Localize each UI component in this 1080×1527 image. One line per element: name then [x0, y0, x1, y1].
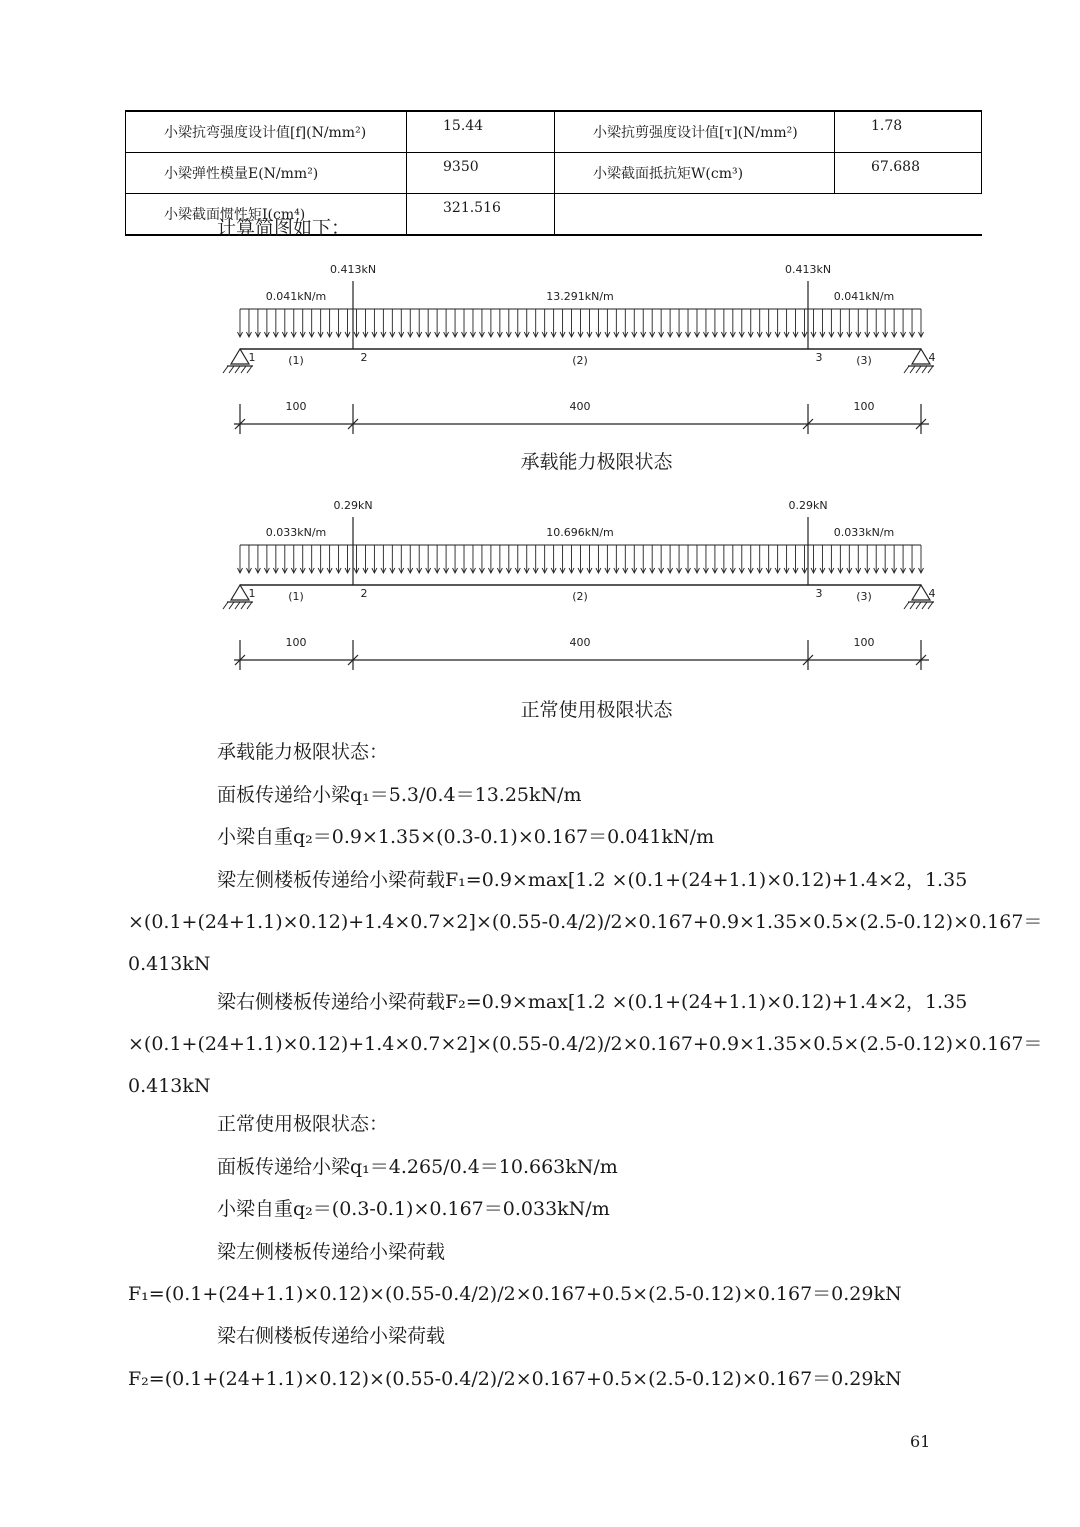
side-load-label: 0.033kN/m: [265, 526, 327, 539]
node-label: 2: [360, 587, 368, 600]
dimension-label: 100: [853, 400, 875, 413]
table-cell-value: 67.688: [835, 153, 982, 194]
table-cell-label: 小梁截面抵抗矩W(cm³): [555, 153, 835, 194]
table-cell-value: 15.44: [407, 111, 555, 153]
diagram-caption-sls: 正常使用极限状态: [520, 699, 673, 721]
uls-f1-line: 0.413kN: [128, 953, 211, 975]
uls-f1-line: 梁左侧楼板传递给小梁荷载F₁=0.9×max[1.2 ×(0.1+(24+1.1)×0.12)+1.4×2，1.35: [217, 869, 968, 891]
sls-q2-line: 小梁自重q₂＝(0.3-0.1)×0.167＝0.033kN/m: [217, 1198, 610, 1220]
table-cell-value: 1.78: [835, 111, 982, 153]
uls-f2-line: 0.413kN: [128, 1075, 211, 1097]
node-label: 4: [928, 351, 936, 364]
sls-title: 正常使用极限状态：: [217, 1113, 389, 1135]
node-label: 4: [928, 587, 936, 600]
node-label: 1: [248, 351, 256, 364]
table-cell-label: 小梁抗弯强度设计值[f](N/mm²): [126, 111, 407, 153]
sls-q1-line: 面板传递给小梁q₁＝4.265/0.4＝10.663kN/m: [217, 1156, 618, 1178]
page-number: 61: [910, 1432, 931, 1451]
span-label: (2): [572, 590, 588, 603]
table-cell-label: 小梁抗剪强度设计值[τ](N/mm²): [555, 111, 835, 153]
table-row: [126, 111, 982, 153]
table-row: [126, 153, 982, 194]
dimension-label: 100: [285, 400, 307, 413]
uls-q2-line: 小梁自重q₂＝0.9×1.35×(0.3-0.1)×0.167＝0.041kN/m: [217, 826, 715, 848]
mid-load-label: 13.291kN/m: [546, 290, 614, 303]
beam-diagram-sls: [0, 491, 1080, 676]
sls-f2-line: 梁右侧楼板传递给小梁荷载: [217, 1325, 446, 1347]
point-load-label: 0.413kN: [329, 263, 377, 276]
mid-load-label: 10.696kN/m: [546, 526, 614, 539]
side-load-label: 0.041kN/m: [265, 290, 327, 303]
uls-f2-line: ×(0.1+(24+1.1)×0.12)+1.4×0.7×2]×(0.55-0.4/2)/2×0.167+0.9×1.35×0.5×(2.5-0.12)×0.167＝: [128, 1033, 1043, 1055]
table-cell-label: 小梁截面惯性矩I(cm⁴): [126, 194, 407, 236]
uls-f2-line: 梁右侧楼板传递给小梁荷载F₂=0.9×max[1.2 ×(0.1+(24+1.1)×0.12)+1.4×2，1.35: [217, 991, 968, 1013]
point-load-label: 0.29kN: [333, 499, 373, 512]
point-load-label: 0.413kN: [784, 263, 832, 276]
table-cell-value: 321.516: [407, 194, 555, 236]
point-load-label: 0.29kN: [788, 499, 828, 512]
span-label: (2): [572, 354, 588, 367]
node-label: 1: [248, 587, 256, 600]
dimension-label: 400: [569, 636, 591, 649]
side-load-label: 0.033kN/m: [833, 526, 895, 539]
span-label: (3): [856, 590, 872, 603]
dimension-label: 100: [285, 636, 307, 649]
span-label: (1): [288, 354, 304, 367]
dimension-label: 400: [569, 400, 591, 413]
beam-diagram-uls: [0, 255, 1080, 440]
sls-f1-line: 梁左侧楼板传递给小梁荷载: [217, 1241, 446, 1263]
diagram-caption-uls: 承载能力极限状态: [520, 451, 673, 473]
node-label: 3: [815, 587, 823, 600]
intro-text: 计算简图如下：: [217, 217, 351, 239]
sls-f1-line: F₁=(0.1+(24+1.1)×0.12)×(0.55-0.4/2)/2×0.167+0.5×(2.5-0.12)×0.167＝0.29kN: [128, 1283, 902, 1305]
dimension-label: 100: [853, 636, 875, 649]
uls-f1-line: ×(0.1+(24+1.1)×0.12)+1.4×0.7×2]×(0.55-0.4/2)/2×0.167+0.9×1.35×0.5×(2.5-0.12)×0.167＝: [128, 911, 1043, 933]
side-load-label: 0.041kN/m: [833, 290, 895, 303]
node-label: 2: [360, 351, 368, 364]
table-cell-value: 9350: [407, 153, 555, 194]
table-cell-label: 小梁弹性模量E(N/mm²): [126, 153, 407, 194]
table-cell-empty: [555, 194, 982, 236]
span-label: (1): [288, 590, 304, 603]
uls-q1-line: 面板传递给小梁q₁＝5.3/0.4＝13.25kN/m: [217, 784, 582, 806]
span-label: (3): [856, 354, 872, 367]
uls-title: 承载能力极限状态：: [217, 741, 389, 763]
node-label: 3: [815, 351, 823, 364]
sls-f2-line: F₂=(0.1+(24+1.1)×0.12)×(0.55-0.4/2)/2×0.167+0.5×(2.5-0.12)×0.167＝0.29kN: [128, 1368, 902, 1390]
